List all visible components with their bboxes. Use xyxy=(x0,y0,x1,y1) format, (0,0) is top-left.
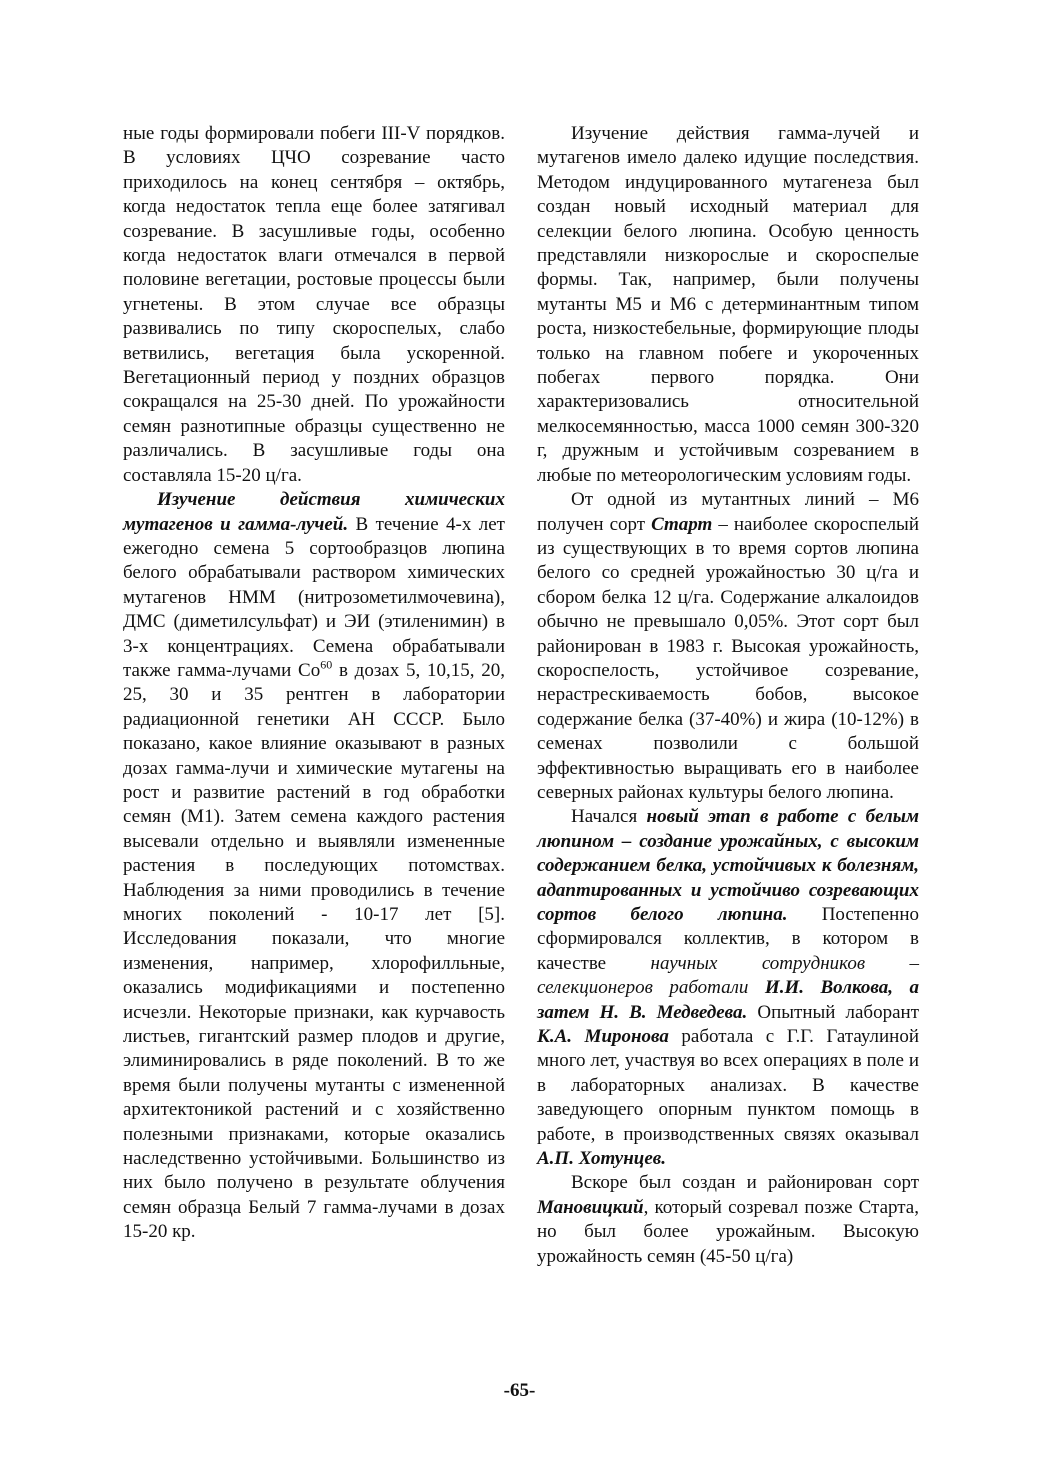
left-paragraph-2-text-b: в дозах 5, 10,15, 20, 25, 30 и 35 рентген в лаборатории радиационной генетики АН СССР. Было показано, какое влияние оказывают в разных дозах гамма-лучи и химические мутагены на рост и развитие растений в год обработки семян (М1). Затем семена каждого растения высевали отдельно и выявляли измененные растения в последующих потомствах. Наблюдения за ними проводились в течение многих поколений - 10-17 лет [5]. Исследования показали, что многие изменения, например, хлорофилльные, оказались модификациями и постепенно исчезли. Некоторые признаки, как курчавость листьев, гигантский размер плодов и другие, элиминировались в ряде поколений. В то же время были получены мутанты с измененной архитектоникой растений и с хозяйственно полезными признаками, которые оказались наследственно устойчивыми. Большинство из них было получено в результате облучения семян образца Белый 7 гамма-лучами в дозах 15-20 кр. xyxy=(123,659,506,1243)
right-paragraph-3-text-d: работала с Г.Г. Гатаулиной много лет, участвуя во всех операциях в поле и в лабораторных анализах. В качестве заведующего опорным пунктом помощь в работе, в производственных связях оказывал xyxy=(537,1026,919,1145)
new-stage-emphasis: новый этап в работе с белым люпином – создание урожайных, с высоким содержанием белка, устойчивых к болезням, адаптированных и устойчиво созревающих сортов белого люпина. xyxy=(537,806,919,925)
right-paragraph-3 xyxy=(537,805,919,1171)
variety-name-manovitsky: Мановицкий xyxy=(537,1196,644,1218)
station-head-name: А.П. Хотунцев. xyxy=(537,1148,667,1170)
right-paragraph-4-text-b: , который созревал позже Старта, но был более урожайным. Высокую урожайность семян (45-50 ц/га) xyxy=(537,1196,919,1267)
variety-name-start: Старт xyxy=(651,513,713,535)
left-paragraph-2-text-a: В течение 4-х лет ежегодно семена 5 сортообразцов люпина белого обрабатывали раствором химических мутагенов НММ (нитрозометилмочевина), ДМС (диметилсульфат) и ЭИ (этиленимин) в 3-х концентрациях. Семена обрабатывали также гамма-лучами Co xyxy=(123,513,505,681)
left-paragraph-2 xyxy=(123,488,505,1245)
right-paragraph-1: Изучение действия гамма-лучей и мутагенов имело далеко идущие последствия. Методом индуцированного мутагенеза был создан новый исходный материал для селекции белого люпина. Особую ценность представляли низкорослые и скороспелые формы. Так, например, были получены мутанты М5 и М6 с детерминантным типом роста, низкостебельные, формирующие плоды только на главном побеге и укороченных побегах первого порядка. Они характеризовались относительной мелкосемянностью, масса 1000 семян 300-320 г, дружным и устойчивым созреванием в любые по метеорологическим условиям годы. xyxy=(537,123,919,486)
left-paragraph-1: ные годы формировали побеги III-V порядков. В условиях ЦЧО созревание часто приходилось на конец сентября – октябрь, когда недостаток тепла еще более затягивал созревание. В засушливые годы, особенно когда недостаток влаги отмечался в первой половине вегетации, ростовые процессы были угнетены. В этом случае все образцы развивались по типу скороспелых, слабо ветвились, вегетация была ускоренной. Вегетационный период у поздних образцов сокращался на 25-30 дней. По урожайности семян разнотипные образцы существенно не различались. В засушливые годы она составляла 15-20 ц/га. xyxy=(123,123,505,486)
researchers-role-italic: научных сотрудников – селекционеров работали xyxy=(537,952,920,999)
right-paragraph-2-text-a: От одной из мутантных линий – М6 получен сорт xyxy=(537,489,919,535)
lab-assistant-name: К.А. Миронова xyxy=(537,1026,669,1048)
right-paragraph-4-text-a: Вскоре был создан и районирован сорт xyxy=(571,1172,919,1194)
right-paragraph-2 xyxy=(537,488,919,805)
section-heading-mutagens: Изучение действия химических мутагенов и гамма-лучей. xyxy=(123,489,505,535)
right-paragraph-3-text-c: Опытный лаборант xyxy=(747,1001,919,1023)
right-column xyxy=(537,122,919,1269)
researcher-names: И.И. Волкова, а затем Н. В. Медведева. xyxy=(537,977,919,1023)
page-number: -65- xyxy=(503,1380,536,1401)
right-paragraph-2-text-b: – наиболее скороспелый из существующих в то время сортов люпина белого со средней урожайностью 30 ц/га и сбором белка 12 ц/га. Содержание алкалоидов обычно не превышало 0,05%. Этот сорт был районирован в 1983 г. Высокая урожайность, скороспелость, устойчивое созревание, нерастрескиваемость бобов, высокое содержание белка (37-40%) и жира (10-12%) в семенах позволили с большой эффективностью выращивать его в наиболее северных районах культуры белого люпина. xyxy=(537,513,919,803)
right-paragraph-4 xyxy=(537,1171,919,1269)
right-paragraph-3-text-b: Постепенно сформировался коллектив, в котором в качестве xyxy=(537,904,919,974)
right-paragraph-3-text-a: Начался xyxy=(571,806,647,828)
left-column xyxy=(123,122,505,1245)
isotope-superscript: 60 xyxy=(320,657,333,672)
